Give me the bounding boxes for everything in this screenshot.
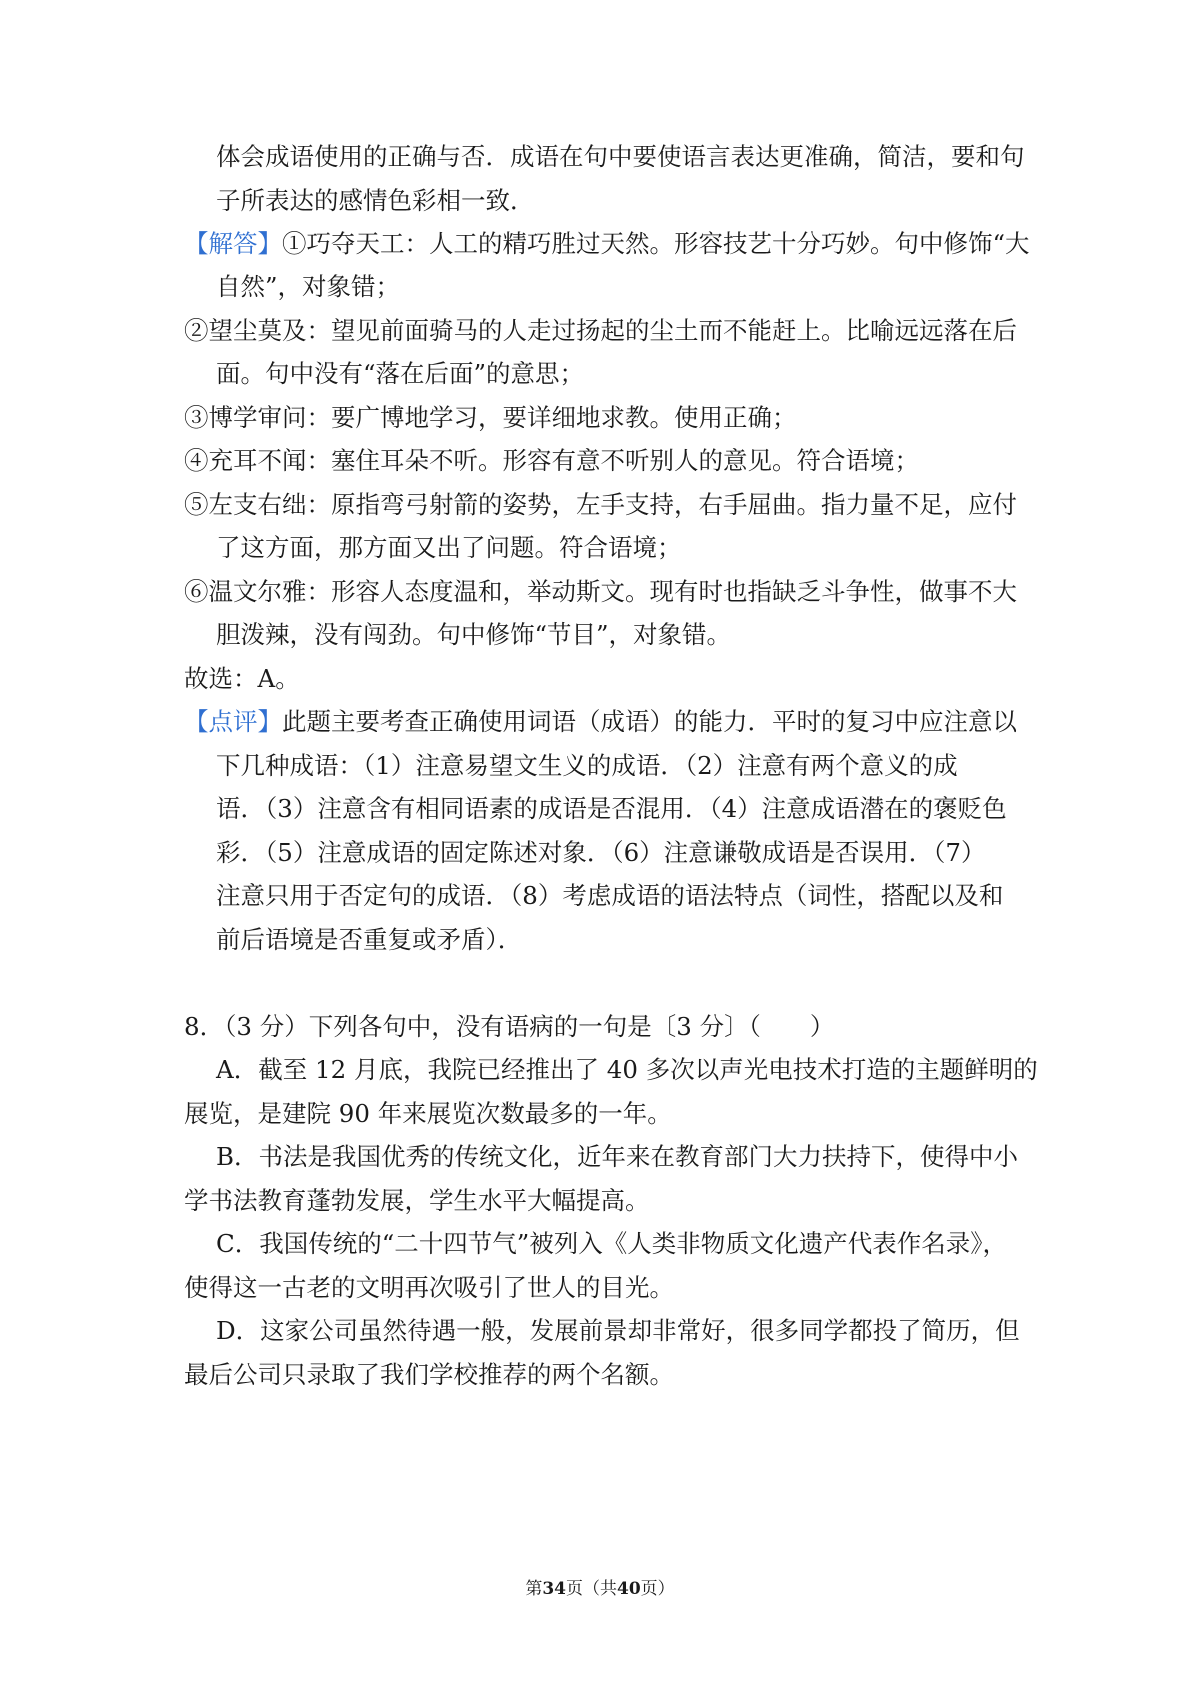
answer-line: ⑥温文尔雅：形容人态度温和，举动斯文。现有时也指缺乏斗争性，做事不大: [184, 577, 1017, 606]
option-c: C．我国传统的“二十四节气”被列入《人类非物质文化遗产代表作名录》，: [216, 1229, 1008, 1258]
option-c-cont: 使得这一古老的文明再次吸引了世人的目光。: [184, 1273, 674, 1302]
answer-line: ③博学审问：要广博地学习，要详细地求教。使用正确；: [184, 403, 797, 432]
comment-line: 彩．（5）注意成语的固定陈述对象．（6）注意谦敬成语是否误用．（7）: [216, 838, 986, 867]
comment-text: 此题主要考查正确使用词语（成语）的能力．平时的复习中应注意以: [282, 707, 1017, 736]
footer-prefix: 第: [525, 1579, 543, 1599]
analysis-line: 体会成语使用的正确与否．成语在句中要使语言表达更准确，简洁，要和句: [216, 142, 1025, 171]
option-d: D．这家公司虽然待遇一般，发展前景却非常好，很多同学都投了简历，但: [216, 1316, 1020, 1345]
answer-line: [184, 229, 1030, 259]
answer-text: ①巧夺天工：人工的精巧胜过天然。形容技艺十分巧妙。句中修饰“大: [282, 229, 1030, 258]
comment-tag: 【点评】: [184, 707, 282, 736]
answer-line: ④充耳不闻：塞住耳朵不听。形容有意不听别人的意见。符合语境；: [184, 446, 919, 475]
answer-line: ⑤左支右绌：原指弯弓射箭的姿势，左手支持，右手屈曲。指力量不足，应付: [184, 490, 1017, 519]
footer-page-number: 34: [542, 1579, 566, 1599]
option-a-cont: 展览，是建院 90 年来展览次数最多的一年。: [184, 1099, 672, 1128]
comment-line: [184, 707, 1017, 737]
question-stem: 8．（3 分）下列各句中，没有语病的一句是〔3 分〕（ ）: [184, 1012, 835, 1041]
comment-line: 下几种成语：（1）注意易望文生义的成语．（2）注意有两个意义的成: [216, 751, 958, 780]
footer-total-pages: 40: [617, 1579, 641, 1599]
footer-suffix: 页）: [640, 1579, 675, 1599]
answer-choice-line: 故选：A。: [184, 664, 300, 693]
answer-line: 自然”，对象错；: [216, 272, 401, 301]
page-footer: [0, 1578, 1200, 1600]
option-a: A．截至 12 月底，我院已经推出了 40 多次以声光电技术打造的主题鲜明的: [216, 1055, 1038, 1084]
comment-line: 前后语境是否重复或矛盾）．: [216, 925, 523, 954]
option-b: B．书法是我国优秀的传统文化，近年来在教育部门大力扶持下，使得中小: [216, 1142, 1019, 1171]
answer-tag: 【解答】: [184, 229, 282, 258]
comment-line: 注意只用于否定句的成语．（8）考虑成语的语法特点（词性，搭配以及和: [216, 881, 1004, 910]
footer-middle: 页（共: [566, 1579, 617, 1599]
answer-line: ②望尘莫及：望见前面骑马的人走过扬起的尘土而不能赶上。比喻远远落在后: [184, 316, 1017, 345]
answer-line: 面。句中没有“落在后面”的意思；: [216, 359, 585, 388]
answer-line: 胆泼辣，没有闯劲。句中修饰“节目”，对象错。: [216, 620, 732, 649]
answer-line: 了这方面，那方面又出了问题。符合语境；: [216, 533, 682, 562]
comment-line: 语．（3）注意含有相同语素的成语是否混用．（4）注意成语潜在的褒贬色: [216, 794, 1007, 823]
option-b-cont: 学书法教育蓬勃发展，学生水平大幅提高。: [184, 1186, 650, 1215]
option-d-cont: 最后公司只录取了我们学校推荐的两个名额。: [184, 1360, 674, 1389]
analysis-line: 子所表达的感情色彩相一致．: [216, 186, 535, 215]
